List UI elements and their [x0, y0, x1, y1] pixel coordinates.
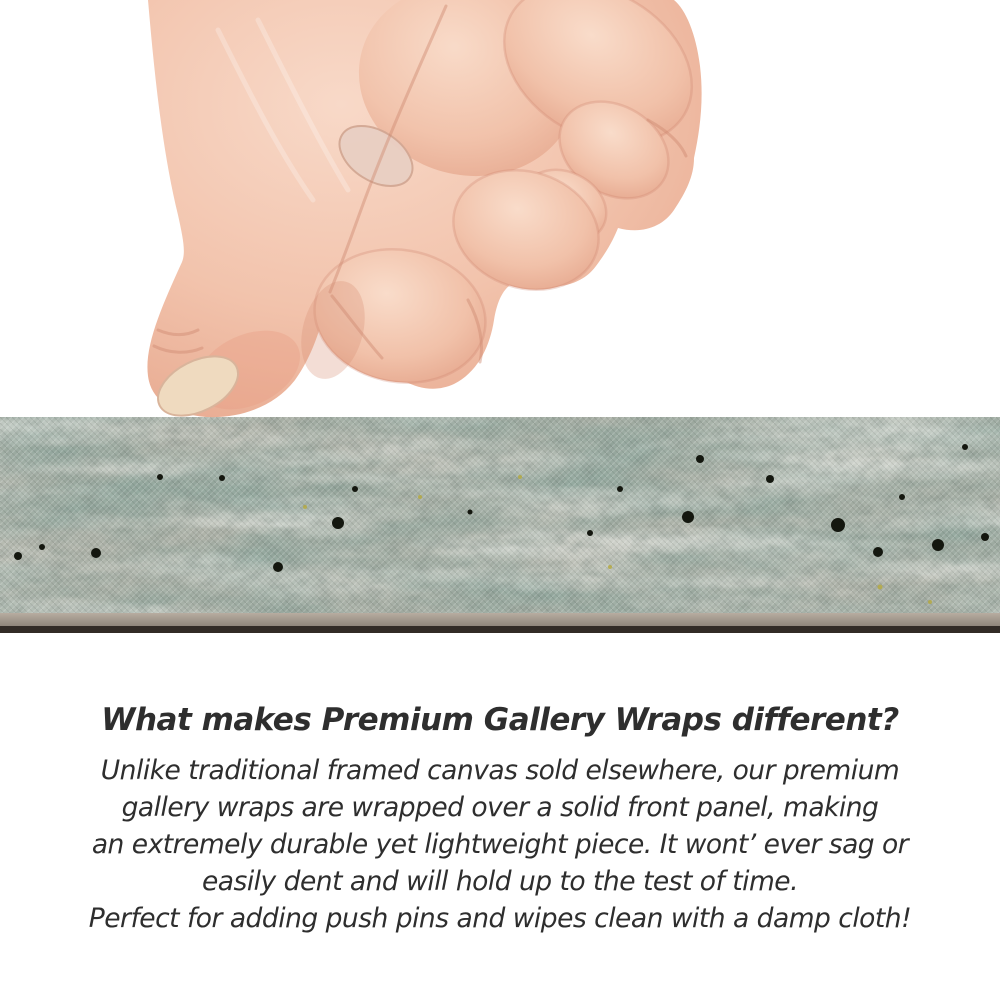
body-line-3: an extremely durable yet lightweight piece. It wont’ ever sag or	[91, 829, 909, 861]
hand-photo	[128, 0, 708, 425]
canvas-dark-edge	[0, 626, 1000, 633]
body-line-5: Perfect for adding push pins and wipes clean with a damp cloth!	[88, 903, 912, 935]
body-line-2: gallery wraps are wrapped over a solid front panel, making	[121, 792, 879, 824]
body-line-4: easily dent and will hold up to the test of time.	[201, 866, 799, 898]
canvas-texture	[0, 417, 1000, 633]
body-line-1: Unlike traditional framed canvas sold elsewhere, our premium	[100, 755, 900, 787]
canvas-strip-photo	[0, 417, 1000, 633]
headline: What makes Premium Gallery Wraps different?	[101, 702, 899, 738]
copy-block	[0, 702, 1000, 937]
canvas-side-band	[0, 613, 1000, 626]
